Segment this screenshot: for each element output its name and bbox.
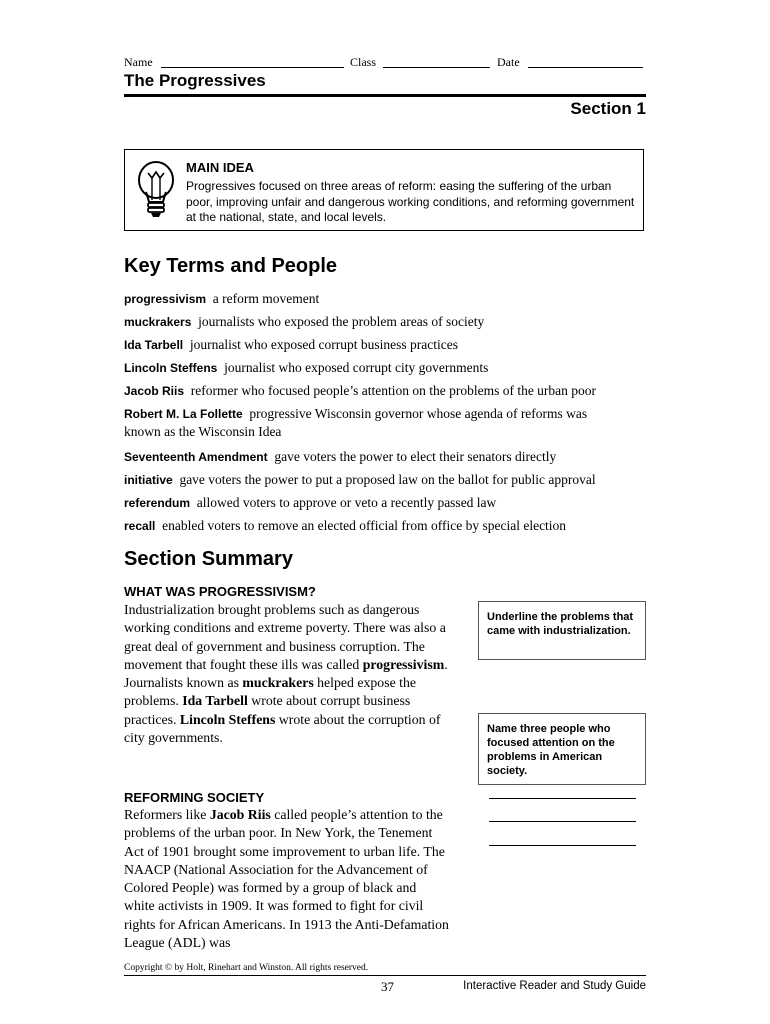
- class-label: Class: [350, 55, 377, 69]
- name-field[interactable]: [161, 55, 344, 68]
- sidebar-prompt-name-three: Name three people who focused attention on the problems in American society.: [478, 713, 646, 785]
- title-rule: [124, 94, 646, 97]
- paragraph-text: Reformers like: [124, 807, 210, 822]
- answer-line-2[interactable]: [489, 821, 636, 822]
- term: recall: [124, 519, 156, 533]
- term: Seventeenth Amendment: [124, 450, 268, 464]
- section-summary-heading: Section Summary: [124, 548, 293, 570]
- paragraph-text: wrote about the corruption of city governments.: [124, 711, 441, 746]
- term-definition: journalists who exposed the problem areas of society: [198, 314, 485, 329]
- answer-line-1[interactable]: [489, 798, 636, 799]
- paragraph-text: wrote about corrupt business practices.: [124, 693, 411, 727]
- term-row: [124, 494, 646, 512]
- term-row: [124, 405, 624, 441]
- term: progressivism: [124, 292, 207, 306]
- term-row: [124, 359, 646, 377]
- key-term: Jacob Riis: [209, 807, 271, 822]
- key-terms-heading: Key Terms and People: [124, 255, 338, 277]
- term-definition: enabled voters to remove an elected official from office by special election: [162, 518, 567, 533]
- key-term: Ida Tarbell: [182, 693, 248, 709]
- class-field[interactable]: [383, 55, 490, 68]
- paragraph-text: called people’s attention to the problems of the urban poor. In New York, the Tenement Act of 1901 brought some improvement to urban life. The NAACP (National Association for the Advancement of Colored People) was formed by a group of black and white activists in 1909. It was formed to fight for civil rights for African Americans. In 1913 the Anti-Defamation League (ADL) was: [124, 807, 449, 951]
- page-title: The Progressives: [124, 71, 266, 90]
- footer-rule: [124, 975, 646, 976]
- term: referendum: [124, 496, 191, 510]
- term-row: [124, 290, 646, 308]
- term-row: [124, 382, 646, 400]
- copyright-notice: Copyright © by Holt, Rinehart and Winston. All rights reserved.: [124, 963, 369, 973]
- term-row: [124, 336, 646, 354]
- reforming-subheading: REFORMING SOCIETY: [124, 790, 265, 805]
- term-definition: reformer who focused people’s attention on the problems of the urban poor: [190, 383, 597, 398]
- term: initiative: [124, 473, 173, 487]
- section-number: Section 1: [570, 99, 646, 118]
- key-term: muckrakers: [242, 675, 314, 691]
- term-row: [124, 313, 646, 331]
- answer-line-3[interactable]: [489, 845, 636, 846]
- term-definition: a reform movement: [212, 291, 320, 306]
- paragraph-text: . Journalists known as: [124, 656, 448, 691]
- term-definition: gave voters the power to put a proposed law on the ballot for public approval: [179, 472, 596, 487]
- page-number: 37: [381, 979, 394, 994]
- key-term: progressivism: [362, 656, 445, 672]
- term: Robert M. La Follette: [124, 407, 243, 421]
- guide-title: Interactive Reader and Study Guide: [463, 980, 646, 992]
- date-field[interactable]: [528, 55, 643, 68]
- progressivism-subheading: WHAT WAS PROGRESSIVISM?: [124, 584, 316, 599]
- key-term: Lincoln Steffens: [179, 711, 276, 727]
- term-definition: journalist who exposed corrupt city governments: [224, 360, 489, 375]
- term-definition: allowed voters to approve or veto a recently passed law: [196, 495, 497, 510]
- sidebar-prompt-underline: Underline the problems that came with industrialization.: [478, 601, 646, 660]
- term-row: [124, 448, 646, 466]
- paragraph-text: Industrialization brought problems such as dangerous working conditions and extreme poverty. There was also a great deal of government and business corruption. The movement that fought these ills was called: [124, 602, 446, 672]
- term: Jacob Riis: [124, 384, 185, 398]
- date-label: Date: [497, 55, 520, 69]
- name-label: Name: [124, 55, 153, 69]
- lightbulb-icon: [133, 158, 179, 222]
- term-row: [124, 517, 646, 535]
- main-idea-heading: MAIN IDEA: [186, 160, 254, 175]
- term-definition: journalist who exposed corrupt business practices: [189, 337, 458, 352]
- term: muckrakers: [124, 315, 192, 329]
- term-definition: progressive Wisconsin governor whose agenda of reforms was known as the Wisconsin Idea: [124, 406, 588, 439]
- paragraph-text: helped expose the problems.: [124, 675, 416, 709]
- main-idea-text: Progressives focused on three areas of reform: easing the suffering of the urban poor, improving unfair and dangerous working conditions, and reforming government at the national, state, and local levels.: [186, 179, 635, 224]
- main-idea-box: [124, 149, 644, 231]
- term-row: [124, 471, 646, 489]
- term-definition: gave voters the power to elect their senators directly: [274, 449, 557, 464]
- term: Lincoln Steffens: [124, 361, 218, 375]
- summary-paragraph-1: [124, 601, 449, 747]
- summary-paragraph-2: [124, 806, 449, 952]
- term: Ida Tarbell: [124, 338, 184, 352]
